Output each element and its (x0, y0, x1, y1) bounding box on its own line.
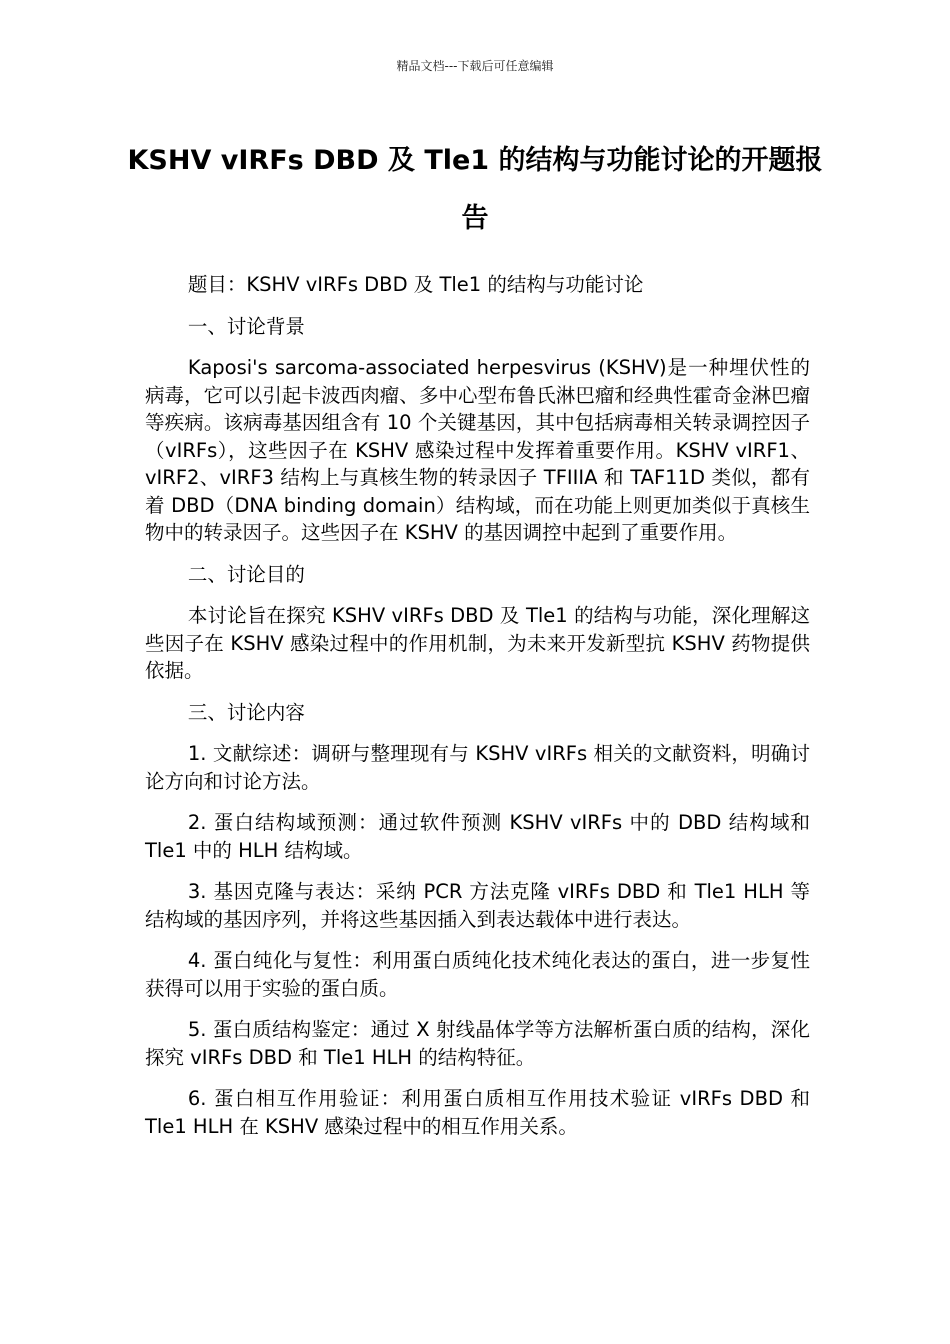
body-paragraph: 本讨论旨在探究 KSHV vIRFs DBD 及 Tle1 的结构与功能，深化理解这些因子在 KSHV 感染过程中的作用机制，为未来开发新型抗 KSHV 药物提供依据。 (145, 604, 810, 682)
topic-line: 题目：KSHV vIRFs DBD 及 Tle1 的结构与功能讨论 (187, 273, 644, 296)
section-heading: 一、讨论背景 (187, 314, 305, 338)
section-heading: 三、讨论内容 (187, 700, 305, 724)
document-body (145, 271, 810, 1154)
header-note: 精品文档---下载后可任意编辑 (396, 59, 554, 73)
document-title: KSHV vIRFs DBD 及 Tle1 的结构与功能讨论的开题报告 (127, 145, 823, 234)
body-paragraph: Kaposi's sarcoma-associated herpesvirus (KSHV)是一种埋伏性的病毒，它可以引起卡波西肉瘤、多中心型布鲁氏淋巴瘤和经典性霍奇金淋巴瘤等疾病。该病毒基因组含有 10 个关键基因，其中包括病毒相关转录调控因子（vIRFs），这些因子在 KSHV 感染过程中发挥着重要作用。KSHV vIRF1、vIRF2、vIRF3 结构上与真核生物的转录因子 TFIIIA 和 TAF11D 类似，都有着 DBD（DNA binding domain）结构域，而在功能上则更加类似于真核生物中的转录因子。这些因子在 KSHV 的基因调控中起到了重要作用。 (145, 356, 810, 544)
list-item: 6. 蛋白相互作用验证：利用蛋白质相互作用技术验证 vIRFs DBD 和 Tle1 HLH 在 KSHV 感染过程中的相互作用关系。 (145, 1087, 810, 1138)
list-item: 5. 蛋白质结构鉴定：通过 X 射线晶体学等方法解析蛋白质的结构，深化探究 vIRFs DBD 和 Tle1 HLH 的结构特征。 (145, 1018, 810, 1069)
list-item: 2. 蛋白结构域预测：通过软件预测 KSHV vIRFs 中的 DBD 结构域和 Tle1 中的 HLH 结构域。 (145, 811, 810, 862)
list-item: 4. 蛋白纯化与复性：利用蛋白质纯化技术纯化表达的蛋白，进一步复性获得可以用于实验的蛋白质。 (145, 949, 810, 1000)
section-heading: 二、讨论目的 (187, 562, 305, 586)
list-item: 1. 文献综述：调研与整理现有与 KSHV vIRFs 相关的文献资料，明确讨论方向和讨论方法。 (145, 742, 810, 793)
list-item: 3. 基因克隆与表达：采纳 PCR 方法克隆 vIRFs DBD 和 Tle1 HLH 等结构域的基因序列，并将这些基因插入到表达载体中进行表达。 (145, 880, 810, 931)
